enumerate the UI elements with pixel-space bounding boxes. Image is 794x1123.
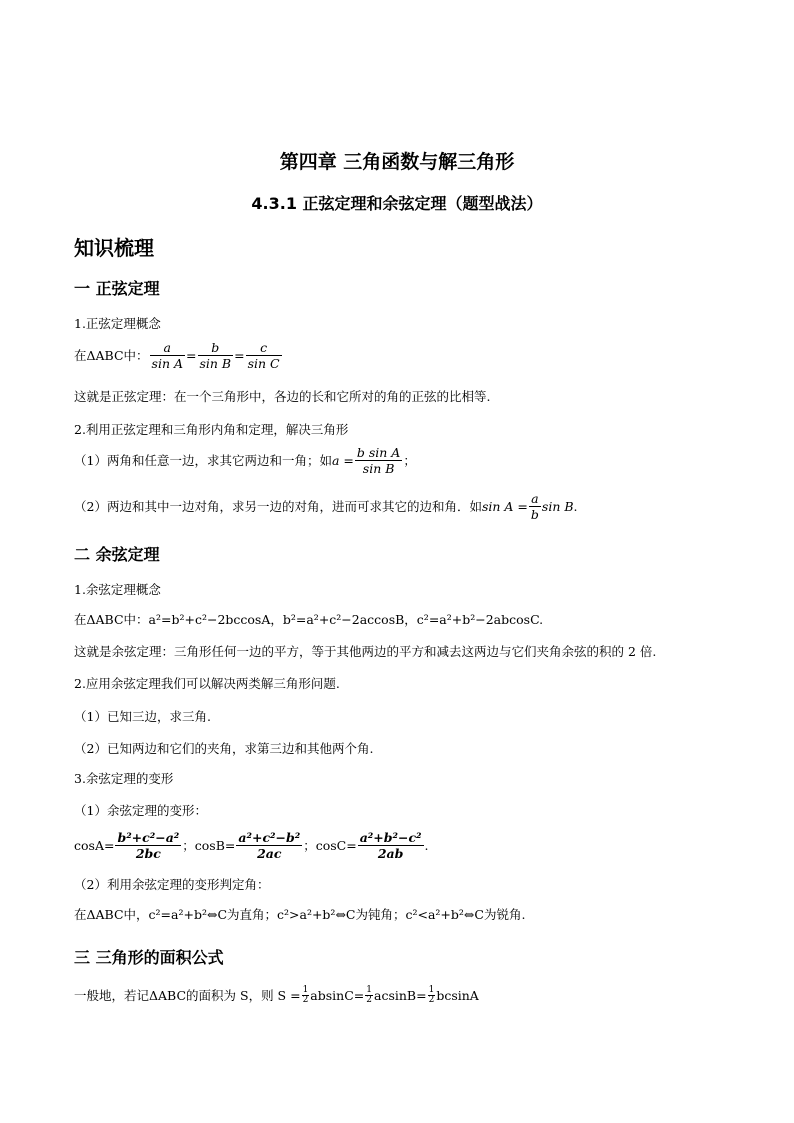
numerator: a <box>529 491 541 507</box>
area-prefix: 一般地，若记ΔABC的面积为 S，则 S = <box>74 987 301 1003</box>
formula-rhs: sin B <box>541 498 574 514</box>
formula-lhs: a = <box>331 452 354 468</box>
fraction <box>529 491 541 522</box>
chapter-title: 第四章 三角函数与解三角形 <box>279 151 515 173</box>
sine-law-concept: 1.正弦定理概念 <box>74 316 161 331</box>
fraction <box>355 445 402 476</box>
half-fraction <box>302 986 310 1005</box>
cosine-angle-judge-intro: （2）利用余弦定理的变形判定角： <box>74 877 270 892</box>
numerator: b²+c²−a² <box>117 830 180 845</box>
denominator: 2 <box>428 995 435 1005</box>
equals-sign: = <box>234 347 245 363</box>
cosine-law-variant-intro: （1）余弦定理的变形： <box>74 803 207 818</box>
denominator: b <box>530 507 539 522</box>
sine-law-statement: 这就是正弦定理：在一个三角形中，各边的长和它所对的角的正弦的比相等. <box>74 389 491 404</box>
half-fraction <box>365 986 373 1005</box>
cos-b-label: ；cosB= <box>182 837 236 853</box>
numerator: 1 <box>366 985 372 995</box>
numerator: b <box>198 340 234 356</box>
cosine-law-heading: 二 余弦定理 <box>74 545 160 564</box>
cos-c-label: ；cosC= <box>303 837 357 853</box>
numerator: a²+b²−c² <box>359 830 422 845</box>
area-term-3: bcsinA <box>436 987 479 1003</box>
equals-sign: = <box>186 347 197 363</box>
section-title: 4.3.1 正弦定理和余弦定理（题型战法） <box>251 194 543 213</box>
cosine-law-formulas: 在ΔABC中：a²=b²+c²−2bccosA，b²=a²+c²−2accosB，c²=a²+b²−2abcosC. <box>74 612 544 627</box>
denominator: 2ac <box>257 846 282 861</box>
numerator: c <box>246 340 282 356</box>
sine-law-formula <box>74 340 283 371</box>
area-formula <box>74 986 479 1005</box>
denominator: sin C <box>247 356 280 371</box>
denominator: sin A <box>151 356 184 371</box>
cosine-law-concept: 1.余弦定理概念 <box>74 582 161 597</box>
denominator: sin B <box>199 356 232 371</box>
denominator: 2bc <box>135 846 161 861</box>
denominator: 2ab <box>377 846 404 861</box>
fraction-c <box>246 340 282 371</box>
sine-law-case-1 <box>74 445 416 476</box>
formula-lhs: sin A = <box>481 498 528 514</box>
punctuation: . <box>424 837 429 853</box>
formula-prefix: 在ΔABC中： <box>74 347 149 363</box>
case-text: （2）两边和其中一边对角，求另一边的对角，进而可求其它的边和角．如 <box>74 498 482 514</box>
cosine-variant-formulas <box>74 830 429 861</box>
numerator: b sin A <box>356 445 401 460</box>
cosine-law-application: 2.应用余弦定理我们可以解决两类解三角形问题. <box>74 676 340 691</box>
cos-b-fraction <box>236 830 302 861</box>
denominator: 2 <box>366 995 372 1005</box>
cos-a-fraction <box>115 830 181 861</box>
numerator: 1 <box>302 985 309 995</box>
half-fraction <box>428 986 436 1005</box>
cosine-law-statement: 这就是余弦定理：三角形任何一边的平方，等于其他两边的平方和减去这两边与它们夹角余弦的积的 2 倍. <box>74 644 657 659</box>
numerator: a <box>150 340 185 356</box>
fraction-a <box>150 340 185 371</box>
cosine-law-case-2: （2）已知两边和它们的夹角，求第三边和其他两个角. <box>74 741 374 756</box>
knowledge-heading: 知识梳理 <box>74 236 154 260</box>
cos-c-fraction <box>358 830 424 861</box>
area-formula-heading: 三 三角形的面积公式 <box>74 948 224 967</box>
area-term-2: acsinB= <box>374 987 427 1003</box>
cosine-law-case-1: （1）已知三边，求三角. <box>74 709 211 724</box>
numerator: 1 <box>428 985 435 995</box>
sine-law-application: 2.利用正弦定理和三角形内角和定理，解决三角形 <box>74 422 349 437</box>
denominator: 2 <box>302 995 309 1005</box>
denominator: sin B <box>362 461 395 476</box>
cos-a-label: cosA= <box>74 837 115 853</box>
sine-law-heading: 一 正弦定理 <box>74 279 160 298</box>
punctuation: ； <box>403 452 416 468</box>
fraction-b <box>198 340 234 371</box>
numerator: a²+c²−b² <box>238 830 301 845</box>
area-term-1: absinC= <box>310 987 365 1003</box>
sine-law-case-2 <box>74 491 578 522</box>
cosine-angle-judge: 在ΔABC中，c²=a²+b²⇔C为直角；c²>a²+b²⇔C为钝角；c²<a²+b²⇔C为锐角. <box>74 907 526 922</box>
case-text: （1）两角和任意一边，求其它两边和一角；如 <box>74 452 332 468</box>
punctuation: . <box>573 498 578 514</box>
cosine-law-variants: 3.余弦定理的变形 <box>74 771 174 786</box>
